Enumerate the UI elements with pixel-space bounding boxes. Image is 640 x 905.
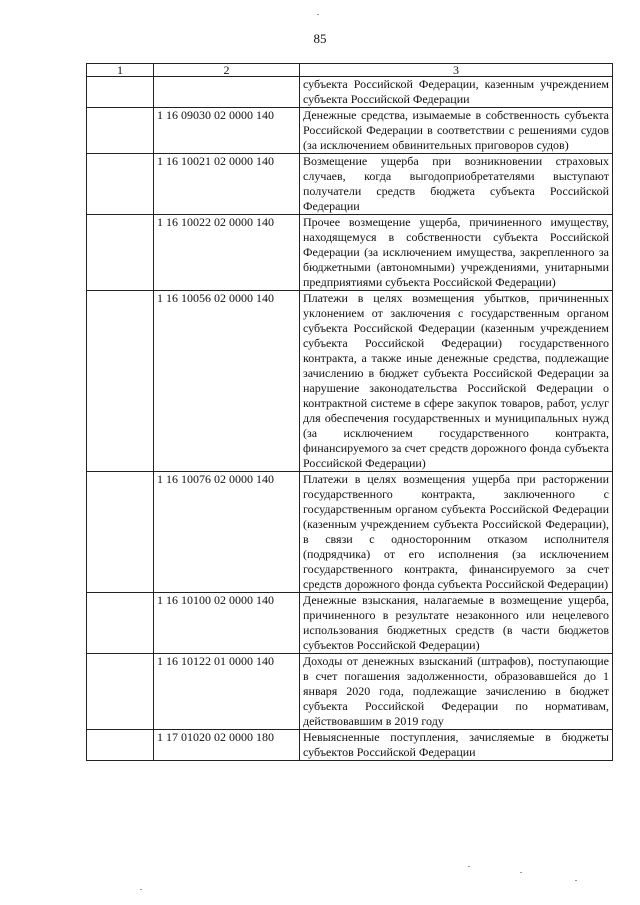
- empty-cell: [87, 108, 154, 154]
- scan-speck: [140, 889, 142, 890]
- description-cell: субъекта Российской Федерации, казенным учреждением субъекта Российской Федерации: [300, 77, 613, 108]
- empty-cell: [87, 593, 154, 654]
- empty-cell: [87, 472, 154, 593]
- description-cell: Прочее возмещение ущерба, причиненного имуществу, находящемуся в собственности субъекта Российской Федерации (за исключением имущества, закрепленного за бюджетными (автономными) учреждениями, унитарными предприятиями субъекта Российской Федерации): [300, 215, 613, 291]
- budget-code-cell: 1 16 10100 02 0000 140: [154, 593, 300, 654]
- empty-cell: [87, 77, 154, 108]
- table-row: [87, 108, 613, 154]
- table-row: [87, 291, 613, 472]
- budget-code-cell: 1 16 10021 02 0000 140: [154, 154, 300, 215]
- description-cell: Денежные средства, изымаемые в собственность субъекта Российской Федерации в соответствии с решениями судов (за исключением обвинительных приговоров судов): [300, 108, 613, 154]
- description-cell: Платежи в целях возмещения ущерба при расторжении государственного контракта, заключенного с государственным органом субъекта Российской Федерации (казенным учреждением субъекта Российской Федерации), в связи с односторонним отказом исполнителя (подрядчика) от его исполнения (за исключением государственного контракта, финансируемого за счет средств дорожного фонда субъекта Российской Федерации): [300, 472, 613, 593]
- description-cell: Возмещение ущерба при возникновении страховых случаев, когда выгодоприобретателями выступают получатели средств бюджета субъекта Российской Федерации: [300, 154, 613, 215]
- table-row: [87, 654, 613, 730]
- budget-code-cell: 1 17 01020 02 0000 180: [154, 730, 300, 761]
- table-row: [87, 472, 613, 593]
- description-cell: Доходы от денежных взысканий (штрафов), поступающие в счет погашения задолженности, образовавшейся до 1 января 2020 года, подлежащие зачислению в бюджет субъекта Российской Федерации по нормативам, действовавшим в 2019 году: [300, 654, 613, 730]
- scan-speck: [317, 14, 319, 15]
- budget-code-cell: [154, 77, 300, 108]
- column-header-2: 2: [154, 64, 300, 77]
- table-row: [87, 730, 613, 761]
- description-cell: Невыясненные поступления, зачисляемые в бюджеты субъектов Российской Федерации: [300, 730, 613, 761]
- scan-speck: [575, 880, 577, 881]
- empty-cell: [87, 654, 154, 730]
- budget-codes-table: [86, 63, 613, 761]
- table-row: [87, 215, 613, 291]
- empty-cell: [87, 215, 154, 291]
- page-number: 85: [313, 31, 327, 46]
- empty-cell: [87, 730, 154, 761]
- budget-code-cell: 1 16 09030 02 0000 140: [154, 108, 300, 154]
- scan-speck: [520, 872, 522, 873]
- table-header-row: [87, 64, 613, 77]
- table-row: [87, 593, 613, 654]
- budget-code-cell: 1 16 10076 02 0000 140: [154, 472, 300, 593]
- budget-code-cell: 1 16 10022 02 0000 140: [154, 215, 300, 291]
- description-cell: Денежные взыскания, налагаемые в возмещение ущерба, причиненного в результате незаконного или нецелевого использования бюджетных средств (в части бюджетов субъектов Российской Федерации): [300, 593, 613, 654]
- table-row: [87, 77, 613, 108]
- column-header-1: 1: [87, 64, 154, 77]
- budget-code-cell: 1 16 10056 02 0000 140: [154, 291, 300, 472]
- description-cell: Платежи в целях возмещения убытков, причиненных уклонением от заключения с государственным органом субъекта Российской Федерации (казенным учреждением субъекта Российской Федерации) государственного контракта, а также иные денежные средства, подлежащие зачислению в бюджет субъекта Российской Федерации за нарушение законодательства Российской Федерации о контрактной системе в сфере закупок товаров, работ, услуг для обеспечения государственных и муниципальных нужд (за исключением государственного контракта, финансируемого за счет средств дорожного фонда субъекта Российской Федерации): [300, 291, 613, 472]
- table-row: [87, 154, 613, 215]
- column-header-3: 3: [300, 64, 613, 77]
- empty-cell: [87, 291, 154, 472]
- budget-code-cell: 1 16 10122 01 0000 140: [154, 654, 300, 730]
- scan-speck: [468, 866, 470, 867]
- empty-cell: [87, 154, 154, 215]
